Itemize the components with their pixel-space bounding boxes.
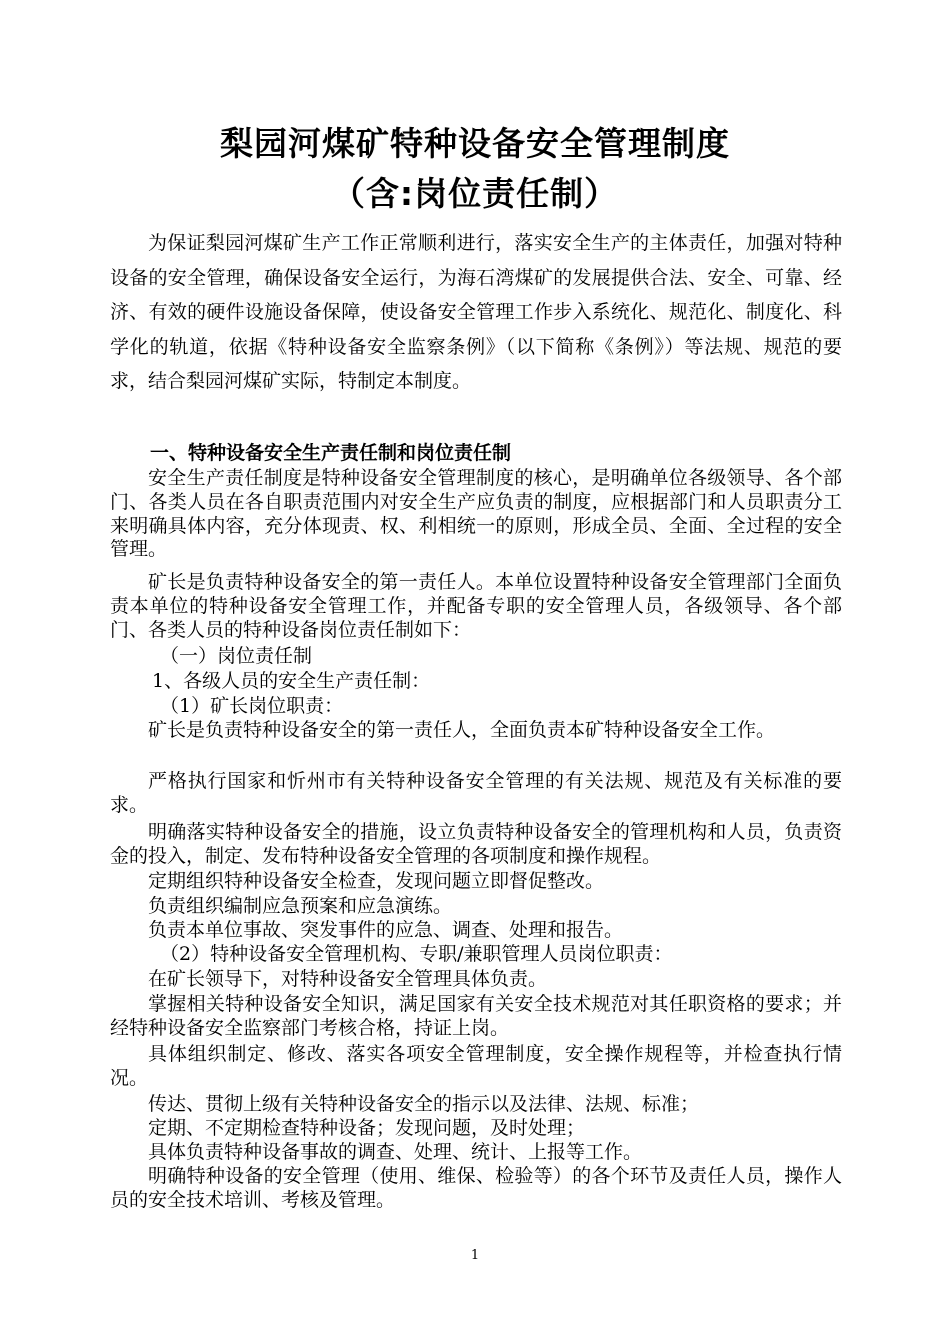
page-number: 1: [470, 1248, 480, 1263]
document-title: 梨园河煤矿特种设备安全管理制度: [220, 124, 730, 163]
paragraph: 负责本单位事故、突发事件的应急、调查、处理和报告。: [148, 919, 624, 941]
paragraph: 安全生产责任制度是特种设备安全管理制度的核心，是明确单位各级领导、各个部门、各类人员在各自职责范围内对安全生产应负责的制度，应根据部门和人员职责分工来明确具体内容，充分体现责、权、利相统一的原则，形成全员、全面、全过程的安全管理。: [110, 467, 842, 561]
paragraph: 严格执行国家和忻州市有关特种设备安全管理的有关法规、规范及有关标准的要求。: [110, 770, 842, 816]
subheading: （1）矿长岗位职责：: [160, 695, 344, 717]
paragraph: 明确落实特种设备安全的措施，设立负责特种设备安全的管理机构和人员，负责资金的投入，制定、发布特种设备安全管理的各项制度和操作规程。: [110, 821, 842, 867]
paragraph: 定期组织特种设备安全检查，发现问题立即督促整改。: [148, 870, 605, 892]
paragraph: 矿长是负责特种设备安全的第一责任人，全面负责本矿特种设备安全工作。: [148, 719, 776, 741]
paragraph: 明确特种设备的安全管理（使用、维保、检验等）的各个环节及责任人员，操作人员的安全技术培训、考核及管理。: [110, 1165, 842, 1211]
paragraph: 具体负责特种设备事故的调查、处理、统计、上报等工作。: [148, 1141, 643, 1163]
paragraph: 负责组织编制应急预案和应急演练。: [148, 895, 453, 917]
paragraph: 传达、贯彻上级有关特种设备安全的指示以及法律、法规、标准；: [148, 1093, 700, 1115]
paragraph: 定期、不定期检查特种设备；发现问题，及时处理；: [148, 1117, 586, 1139]
section-heading: 一、特种设备安全生产责任制和岗位责任制: [150, 442, 512, 464]
document-subtitle: （含:岗位责任制）: [331, 174, 619, 213]
intro-paragraph: 为保证梨园河煤矿生产工作正常顺利进行，落实安全生产的主体责任，加强对特种设备的安全管理，确保设备安全运行，为海石湾煤矿的发展提供合法、安全、可靠、经济、有效的硬件设施设备保障，使设备安全管理工作步入系统化、规范化、制度化、科学化的轨道，依据《特种设备安全监察条例》（以下简称《条例》）等法规、规范的要求，结合梨园河煤矿实际，特制定本制度。: [110, 232, 842, 392]
subheading: 1、各级人员的安全生产责任制：: [152, 670, 431, 692]
paragraph: 具体组织制定、修改、落实各项安全管理制度，安全操作规程等，并检查执行情况。: [110, 1043, 842, 1089]
subheading: （2）特种设备安全管理机构、专职/兼职管理人员岗位职责：: [160, 943, 673, 965]
paragraph: 在矿长领导下，对特种设备安全管理具体负责。: [148, 968, 548, 990]
paragraph: 矿长是负责特种设备安全的第一责任人。本单位设置特种设备安全管理部门全面负责本单位的特种设备安全管理工作，并配备专职的安全管理人员，各级领导、各个部门、各类人员的特种设备岗位责任制如下：: [110, 571, 842, 641]
paragraph: 掌握相关特种设备安全知识，满足国家有关安全技术规范对其任职资格的要求；并经特种设备安全监察部门考核合格，持证上岗。: [110, 993, 842, 1039]
subheading: （一）岗位责任制: [160, 645, 313, 667]
